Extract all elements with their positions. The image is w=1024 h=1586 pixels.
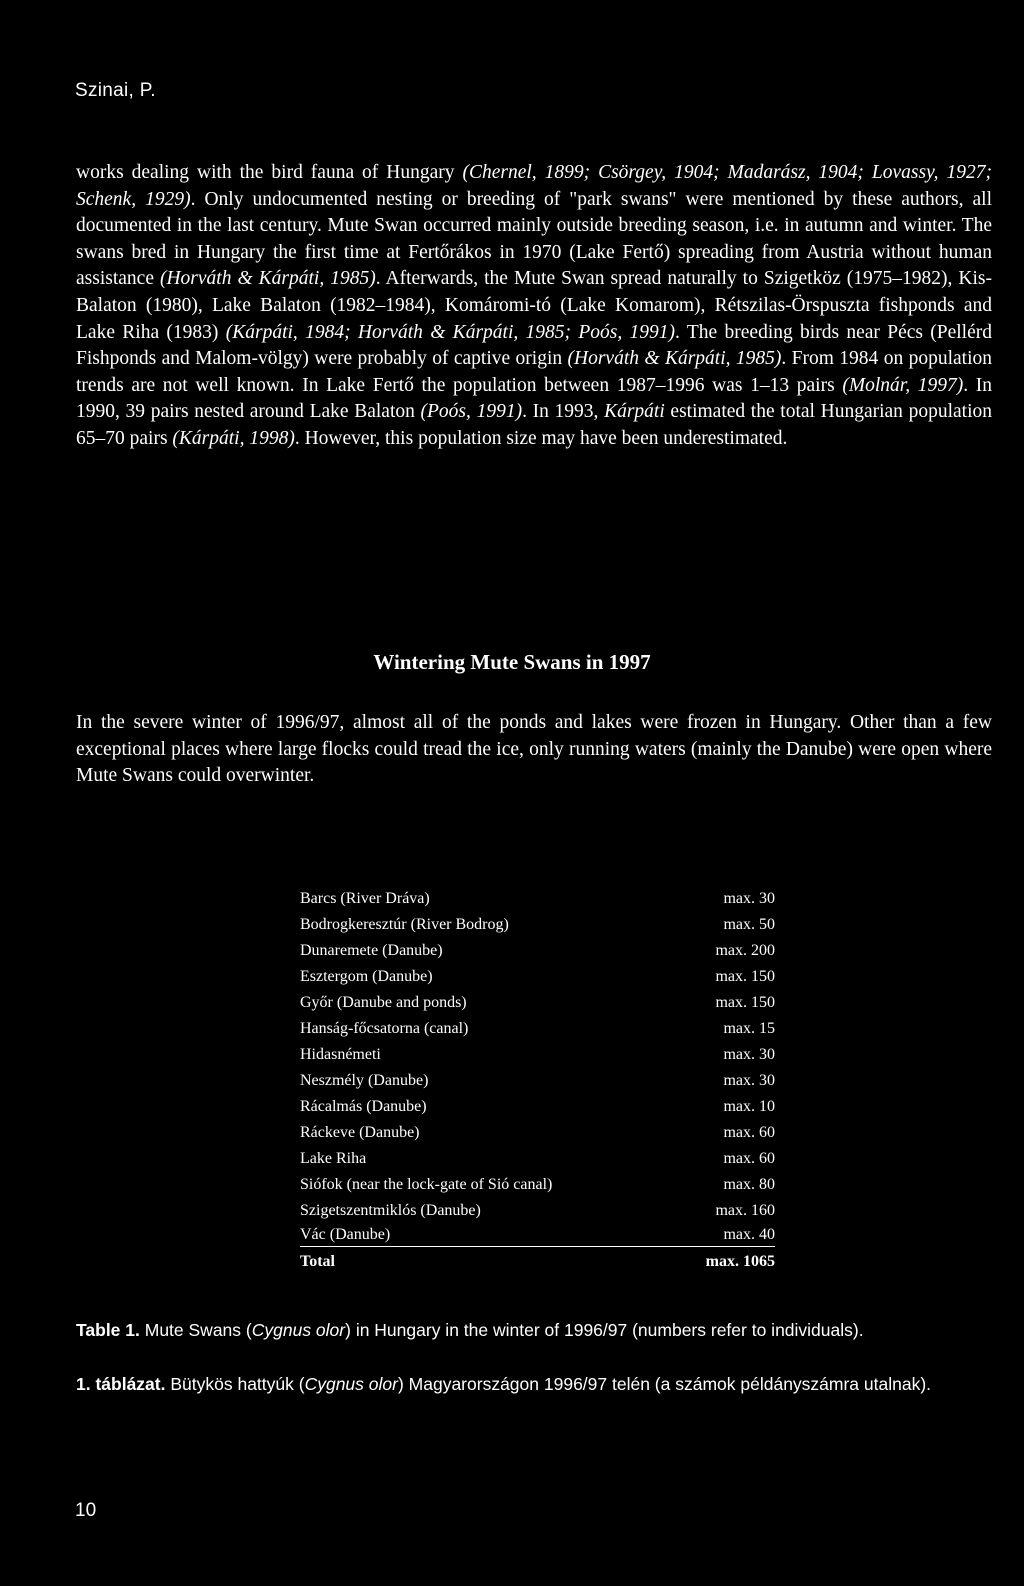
body-text: . In 1993, — [522, 401, 605, 423]
caption-label: 1. táblázat. — [76, 1374, 166, 1394]
count-cell: max. 30 — [723, 1072, 775, 1089]
table-row — [300, 1172, 775, 1198]
page-number: 10 — [75, 1500, 97, 1521]
body-text: . From 1984 on population trends are not well known. In Lake Fertő the population between 1987–1996 was 1–13 pairs — [76, 348, 992, 396]
location-cell: Hanság-főcsatorna (canal) — [300, 1020, 469, 1037]
location-cell: Dunaremete (Danube) — [300, 942, 443, 959]
citation-text: (Kárpáti, 1998) — [172, 427, 295, 449]
body-text: ) Magyarországon 1996/97 telén (a számok példányszámra utalnak). — [397, 1374, 932, 1394]
count-cell: max. 160 — [715, 1202, 775, 1219]
table-row — [300, 1198, 775, 1224]
count-cell: max. 150 — [715, 968, 775, 985]
body-text: . Afterwards, the Mute Swan spread naturally to Szigetköz (1975–1982), Kis-Balaton (1980), Lake Balaton (1982–1984), Komáromi-tó (Lake Komarom), Rétszilas-Örspuszta fishponds and Lake Riha (1983) — [76, 268, 992, 343]
count-cell: max. 80 — [723, 1176, 775, 1193]
citation-text: (Poós, 1991) — [420, 401, 523, 423]
count-cell: max. 30 — [723, 890, 775, 907]
citation-text: Cygnus olor — [304, 1374, 398, 1394]
table-caption-english — [76, 1318, 996, 1342]
table-row — [300, 964, 775, 990]
location-cell: Siófok (near the lock-gate of Sió canal) — [300, 1176, 553, 1193]
running-head: Szinai, P. — [75, 80, 156, 101]
table-row — [300, 1016, 775, 1042]
table-row — [300, 912, 775, 938]
citation-text: (Chernel, 1899; Csörgey, 1904; Madarász, 1904; Lovassy, 1927; Schenk, 1929) — [76, 162, 992, 210]
body-text: Bütykös hattyúk ( — [165, 1374, 305, 1394]
table-row — [300, 1224, 775, 1247]
section-heading: Wintering Mute Swans in 1997 — [373, 650, 651, 674]
table-row — [300, 1120, 775, 1146]
location-cell: Szigetszentmiklós (Danube) — [300, 1202, 481, 1219]
location-cell: Vác (Danube) — [300, 1224, 680, 1247]
table-caption-hungarian — [76, 1372, 996, 1396]
location-cell: Hidasnémeti — [300, 1046, 381, 1063]
count-cell: max. 15 — [723, 1020, 775, 1037]
location-cell: Esztergom (Danube) — [300, 968, 433, 985]
citation-text: Cygnus olor — [251, 1320, 346, 1340]
intro-paragraph — [76, 160, 992, 453]
table-row — [300, 1146, 775, 1172]
body-text: works dealing with the bird fauna of Hungary — [76, 162, 463, 183]
count-cell: max. 30 — [723, 1046, 775, 1063]
body-text: . Only undocumented nesting or breeding of "park swans" were mentioned by these authors, all documented in the last century. Mute Swan occurred mainly outside breeding season, i.e. in autumn and winter. The swans bred in Hungary the first time at Fertőrákos in 1970 (Lake Fertő) spreading from Austria without human assistance — [76, 188, 993, 290]
citation-text: (Horváth & Kárpáti, 1985) — [567, 348, 782, 370]
table-row — [300, 938, 775, 964]
body-text: estimated the total Hungarian population 65–70 pairs — [76, 401, 992, 449]
count-cell: max. 40 — [680, 1224, 775, 1247]
location-cell: Lake Riha — [300, 1150, 367, 1167]
wintering-table — [300, 886, 775, 1277]
count-cell: max. 60 — [723, 1124, 775, 1141]
table-row — [300, 1068, 775, 1094]
body-text: ) in Hungary in the winter of 1996/97 (numbers refer to individuals). — [345, 1320, 864, 1340]
count-cell: max. 50 — [723, 916, 775, 933]
count-cell: max. 60 — [723, 1150, 775, 1167]
citation-text: Kárpáti — [604, 401, 665, 423]
location-cell: Ráckeve (Danube) — [300, 1124, 420, 1141]
count-cell: max. 200 — [715, 942, 775, 959]
body-text: . However, this population size may have been underestimated. — [294, 427, 788, 449]
body-text: Mute Swans ( — [139, 1320, 252, 1340]
table-row — [300, 990, 775, 1016]
citation-text: (Molnár, 1997) — [842, 374, 964, 396]
citation-text: (Kárpáti, 1984; Horváth & Kárpáti, 1985; Poós, 1991) — [225, 321, 676, 343]
count-cell: max. 10 — [723, 1098, 775, 1115]
caption-label: Table 1. — [76, 1320, 140, 1340]
table-total-row — [300, 1247, 775, 1278]
total-value: max. 1065 — [705, 1253, 775, 1270]
table-row — [300, 1042, 775, 1068]
location-cell: Barcs (River Dráva) — [300, 890, 430, 907]
count-cell: max. 150 — [715, 994, 775, 1011]
total-label: Total — [300, 1253, 335, 1270]
body-text: . In 1990, 39 pairs nested around Lake Balaton — [76, 374, 993, 423]
body-text: . The breeding birds near Pécs (Pellérd Fishponds and Malom-völgy) were probably of captive origin — [76, 321, 993, 370]
location-cell: Neszmély (Danube) — [300, 1072, 429, 1089]
location-cell: Rácalmás (Danube) — [300, 1098, 427, 1115]
table-row — [300, 1094, 775, 1120]
location-cell: Bodrogkeresztúr (River Bodrog) — [300, 916, 509, 933]
citation-text: (Horváth & Kárpáti, 1985) — [159, 268, 376, 290]
table-row — [300, 886, 775, 912]
location-cell: Győr (Danube and ponds) — [300, 994, 467, 1011]
wintering-paragraph: In the severe winter of 1996/97, almost all of the ponds and lakes were frozen in Hungary. Other than a few exceptional places where large flocks could tread the ice, only running waters (mainly the Danube) were open where Mute Swans could overwinter. — [76, 712, 992, 787]
